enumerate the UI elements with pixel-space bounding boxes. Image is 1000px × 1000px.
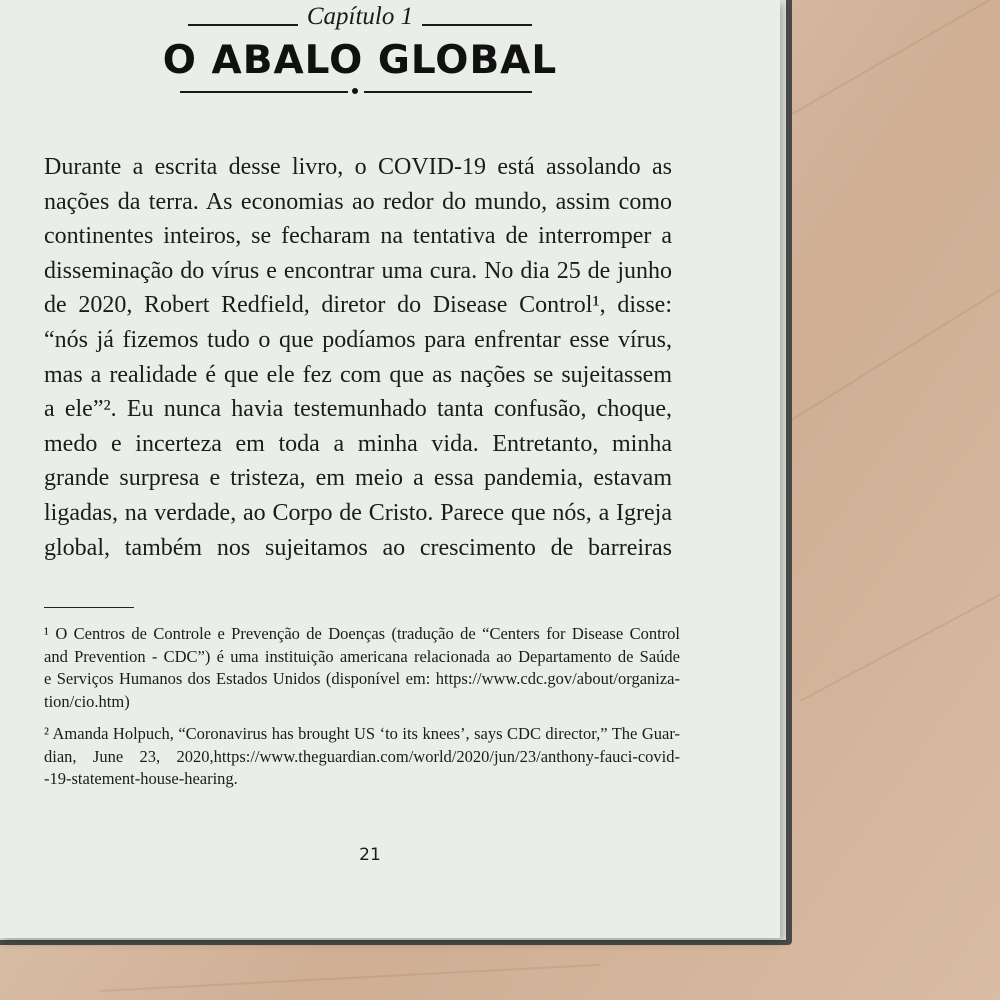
- chapter-rule-left: [188, 24, 298, 26]
- wood-grain: [780, 0, 1000, 122]
- chapter-label: Capítulo 1: [306, 3, 414, 30]
- body-line: mas a realidade é que ele fez com que as nações se sujeitassem: [44, 361, 672, 388]
- footnote-line: dian, June 23, 2020,https://www.theguardian.com/world/2020/jun/23/anthony-fauci-covid-: [44, 746, 680, 766]
- chapter-title: O ABALO GLOBAL: [162, 38, 558, 83]
- wood-grain: [100, 964, 599, 992]
- body-line: grande surpresa e tristeza, em meio a essa pandemia, estavam: [44, 465, 672, 492]
- body-line: global, também nos sujeitamos ao crescimento de barreiras: [44, 534, 672, 561]
- body-line: ligadas, na verdade, ao Corpo de Cristo. Parece que nós, a Igreja: [44, 499, 672, 526]
- footnote-line: e Serviços Humanos dos Estados Unidos (disponível em: https://www.cdc.gov/about/organiza-: [44, 669, 680, 689]
- title-underline-left: [180, 91, 348, 93]
- title-ornament-dot: [352, 88, 358, 94]
- footnote-rule: [44, 607, 134, 608]
- page-number: 21: [359, 845, 381, 865]
- footnote-line: ¹ O Centros de Controle e Prevenção de Doenças (tradução de “Centers for Disease Control: [44, 624, 680, 643]
- footnote-line: ² Amanda Holpuch, “Coronavirus has brought US ‘to its knees’, says CDC director,” The Guar-: [44, 724, 680, 743]
- body-line: medo e incerteza em toda a minha vida. Entretanto, minha: [44, 430, 672, 457]
- body-line: Durante a escrita desse livro, o COVID-19 está assolando as: [44, 154, 672, 180]
- body-line: “nós já fizemos tudo o que podíamos para enfrentar esse vírus,: [44, 326, 672, 353]
- body-line: nações da terra. As economias ao redor do mundo, assim como: [44, 188, 672, 215]
- footnote-line: tion/cio.htm): [44, 692, 130, 712]
- footnote-1: [44, 623, 680, 714]
- footnote-line: -19-statement-house-hearing.: [44, 769, 238, 789]
- body-line: disseminação do vírus e encontrar uma cura. No dia 25 de junho: [44, 257, 672, 284]
- body-line: de 2020, Robert Redfield, diretor do Disease Control¹, disse:: [44, 292, 672, 319]
- body-paragraph: [44, 150, 672, 565]
- footnote-2: [44, 723, 680, 791]
- chapter-rule-right: [422, 24, 532, 26]
- body-line: a ele”². Eu nunca havia testemunhado tanta confusão, choque,: [44, 396, 672, 423]
- title-underline-right: [364, 91, 532, 93]
- footnote-line: and Prevention - CDC”) é uma instituição americana relacionada ao Departamento de Saúde: [44, 646, 680, 666]
- wood-grain: [789, 282, 1000, 421]
- wood-grain: [800, 587, 1000, 701]
- body-line: continentes inteiros, se fecharam na tentativa de interromper a: [44, 223, 672, 250]
